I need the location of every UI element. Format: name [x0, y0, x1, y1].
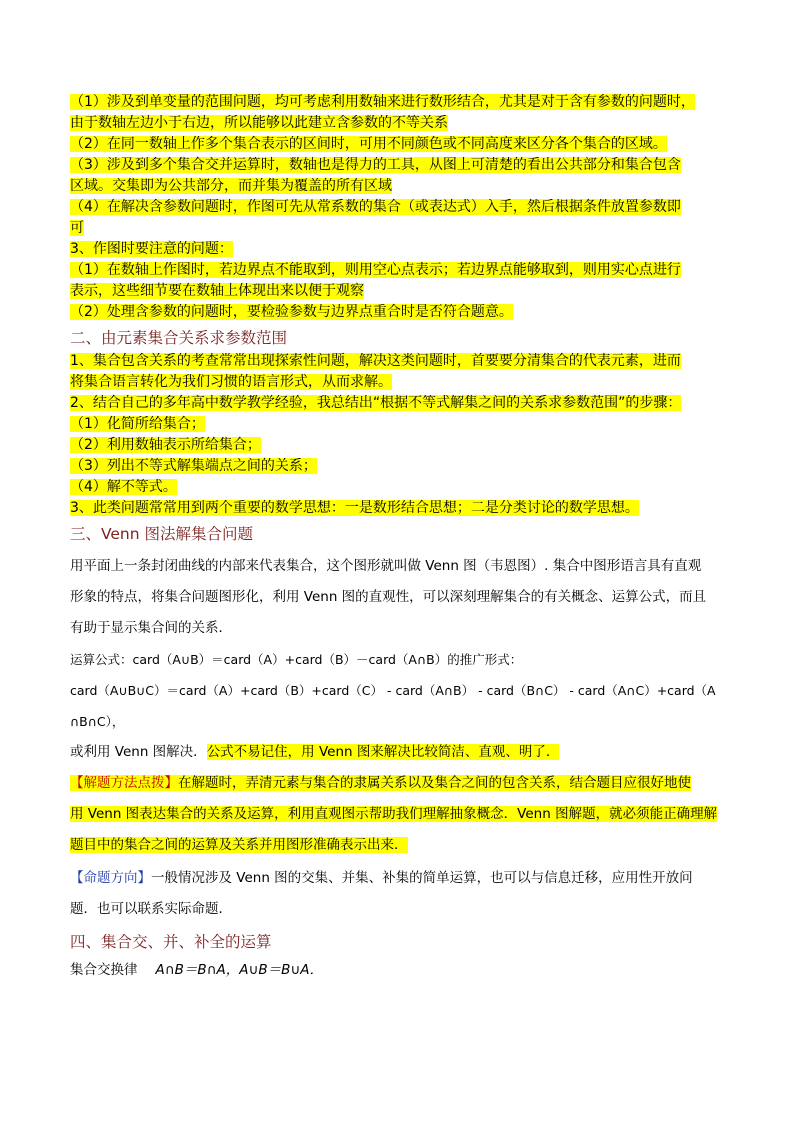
direction-tag: 【命题方向】 [70, 870, 151, 886]
formula-line: ∩B∩C）， [70, 714, 125, 729]
section-heading-2: 二、由元素集合关系求参数范围 [70, 329, 288, 347]
section2-line: （1）化简所给集合； [70, 416, 205, 432]
tip-line: （3）涉及到多个集合交并运算时，数轴也是得力的工具，从图上可清楚的看出公共部分和集合包含 [70, 157, 681, 173]
section-heading-3: 三、Venn 图法解集合问题 [70, 525, 254, 543]
direction-line [70, 863, 726, 894]
tip-line: 表示，这些细节要在数轴上体现出来以便于观察 [70, 283, 364, 299]
formula-line: 运算公式：card（A∪B）＝card（A）+card（B）－card（A∩B）的推广形式： [70, 652, 523, 667]
tips-block [70, 92, 726, 323]
tip-line: （2）处理含参数的问题时，要检验参数与边界点重合时是否符合题意。 [70, 304, 513, 320]
section2-line: （3）列出不等式解集端点之间的关系； [70, 458, 317, 474]
method-text: 用 Venn 图表达集合的关系及运算，利用直观图示帮助我们理解抽象概念．Venn 图解题，就必须能正确理解 [70, 806, 718, 822]
tip-line: （1）涉及到单变量的范围问题，均可考虑利用数轴来进行数形结合，尤其是对于含有参数的问题时， [70, 94, 695, 110]
formula-line: card（A∪B∪C）＝card（A）+card（B）+card（C） - card（A∩B） - card（B∩C） - card（A∩C）+card（A [70, 683, 716, 698]
section-heading-4: 四、集合交、并、补全的运算 [70, 933, 272, 951]
direction-text: 一般情况涉及 Venn 图的交集、并集、补集的简单运算，也可以与信息迁移，应用性开放问 [151, 870, 693, 886]
method-line [70, 768, 726, 799]
tip-line: 可 [70, 220, 84, 236]
section2-line: 3、此类问题常常用到两个重要的数学思想：一是数形结合思想；二是分类讨论的数学思想。 [70, 500, 639, 516]
section2-line: （4）解不等式。 [70, 479, 177, 495]
document-page [70, 92, 726, 986]
section2-line: 将集合语言转化为我们习惯的语言形式，从而求解。 [70, 374, 392, 390]
commutative-law-label: 集合交换律 [70, 962, 138, 978]
venn-intro-line: 用平面上一条封闭曲线的内部来代表集合，这个图形就叫做 Venn 图（韦恩图）. 集合中图形语言具有直观 [70, 558, 702, 574]
venn-solution-line [70, 737, 726, 768]
venn-solution-plain: 或利用 Venn 图解决． [70, 744, 207, 760]
method-tag: 【解题方法点拨】 [70, 775, 178, 791]
tip-line: 由于数轴左边小于右边，所以能够以此建立含参数的不等关系 [70, 115, 448, 131]
tip-line: （1）在数轴上作图时，若边界点不能取到，则用空心点表示；若边界点能够取到，则用实心点进行 [70, 262, 681, 278]
commutative-law-formula: A∩B＝B∩A，A∪B＝B∪A． [155, 962, 324, 978]
tip-line: （4）在解决含参数问题时，作图可先从常系数的集合（或表达式）入手，然后根据条件放置参数即 [70, 199, 681, 215]
tip-line: 区域。交集即为公共部分，而并集为覆盖的所有区域 [70, 178, 392, 194]
section2-line: （2）利用数轴表示所给集合； [70, 437, 261, 453]
section2-line: 2、结合自己的多年高中数学教学经验，我总结出“根据不等式解集之间的关系求参数范围”的步骤： [70, 395, 682, 411]
venn-solution-highlight: 公式不易记住，用 Venn 图来解决比较简洁、直观、明了． [206, 744, 560, 760]
direction-line: 题．也可以联系实际命题． [70, 901, 232, 917]
commutative-law-line [70, 955, 726, 986]
section2-line: 1、集合包含关系的考查常常出现探索性问题，解决这类问题时，首要要分清集合的代表元素，进而 [70, 353, 681, 369]
tip-line: （2）在同一数轴上作多个集合表示的区间时，可用不同颜色或不同高度来区分各个集合的区域。 [70, 136, 667, 152]
section2-block [70, 351, 726, 519]
method-text: 在解题时，弄清元素与集合的隶属关系以及集合之间的包含关系，结合题目应很好地使 [178, 775, 691, 791]
method-line [70, 799, 726, 830]
method-text: 题目中的集合之间的运算及关系并用图形准确表示出来． [70, 837, 408, 853]
section3-block [70, 551, 726, 925]
venn-intro-line: 有助于显示集合间的关系． [70, 620, 232, 636]
venn-intro-line: 形象的特点，将集合问题图形化，利用 Venn 图的直观性，可以深刻理解集合的有关概念、运算公式，而且 [70, 589, 707, 605]
method-line [70, 830, 726, 861]
tip-line: 3、作图时要注意的问题： [70, 241, 233, 257]
